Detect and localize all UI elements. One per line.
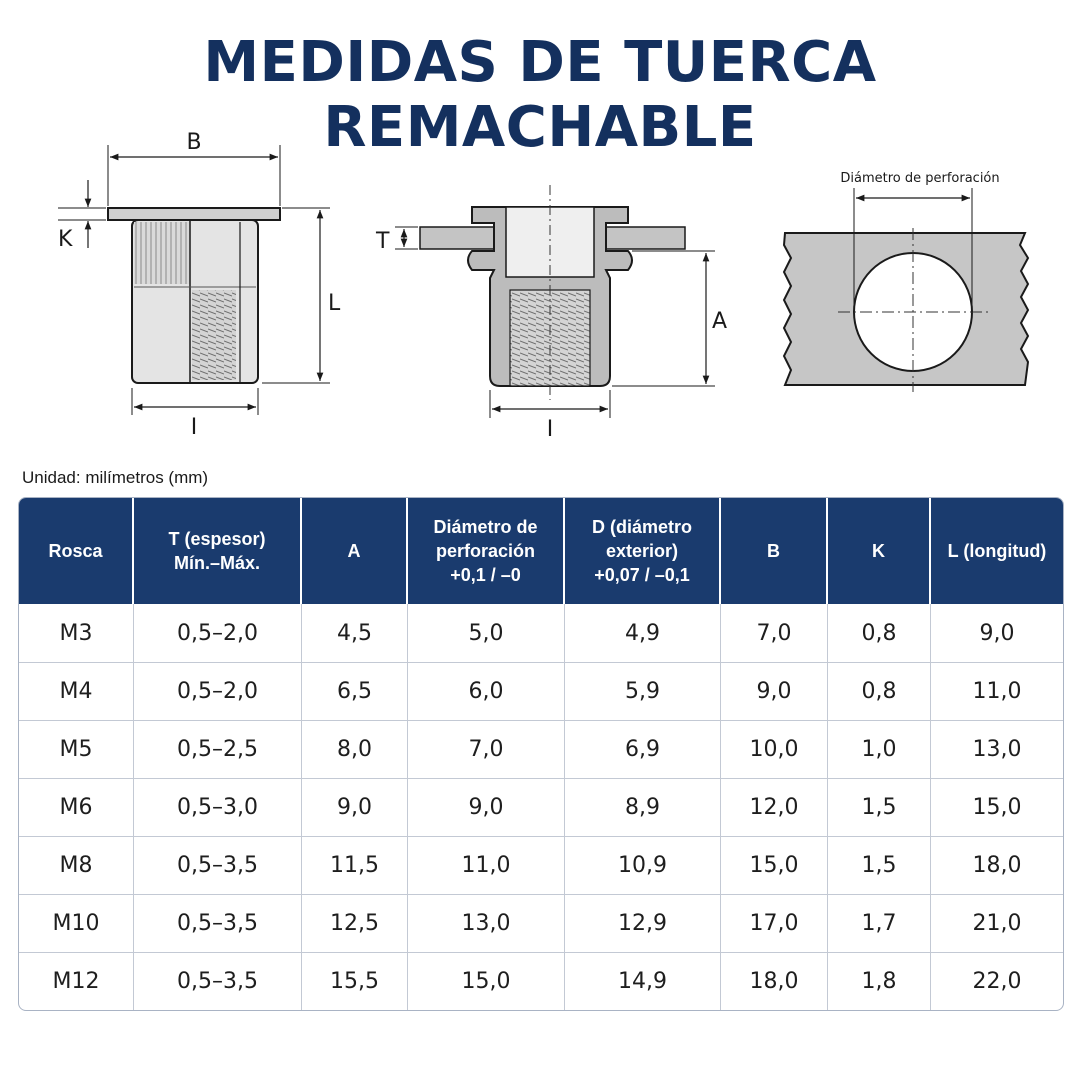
cell-d: 4,9: [565, 604, 721, 662]
cell-a: 4,5: [302, 604, 408, 662]
label-i-middle: I: [546, 417, 554, 442]
page-title: MEDIDAS DE TUERCA REMACHABLE: [203, 30, 877, 160]
cell-rosca: M10: [19, 894, 134, 952]
cell-l: 21,0: [931, 894, 1063, 952]
cell-d: 5,9: [565, 662, 721, 720]
cell-t: 0,5–3,5: [134, 836, 302, 894]
header-a: A: [302, 498, 408, 604]
cell-a: 15,5: [302, 952, 408, 1010]
cell-k: 1,8: [828, 952, 931, 1010]
cell-t: 0,5–2,0: [134, 604, 302, 662]
cell-d: 10,9: [565, 836, 721, 894]
rivet-nut-side-view: [58, 145, 330, 415]
table-row: [19, 662, 1063, 720]
label-k: K: [58, 227, 73, 252]
cell-k: 0,8: [828, 604, 931, 662]
rivet-nut-installed-section: [395, 185, 715, 418]
cell-perforacion: 9,0: [408, 778, 565, 836]
header-d-diametro-exterior: D (diámetro exterior) +0,07 / –0,1: [565, 498, 721, 604]
cell-rosca: M6: [19, 778, 134, 836]
header-t-espesor: T (espesor) Mín.–Máx.: [134, 498, 302, 604]
table-row: [19, 604, 1063, 662]
table-header-row: [19, 498, 1063, 604]
cell-l: 11,0: [931, 662, 1063, 720]
cell-b: 9,0: [721, 662, 828, 720]
cell-a: 6,5: [302, 662, 408, 720]
cell-d: 8,9: [565, 778, 721, 836]
table-row: [19, 836, 1063, 894]
cell-k: 1,7: [828, 894, 931, 952]
cell-l: 15,0: [931, 778, 1063, 836]
cell-rosca: M5: [19, 720, 134, 778]
label-a: A: [712, 309, 728, 334]
cell-b: 10,0: [721, 720, 828, 778]
header-l-longitud: L (longitud): [931, 498, 1063, 604]
cell-t: 0,5–2,0: [134, 662, 302, 720]
cell-l: 18,0: [931, 836, 1063, 894]
cell-b: 7,0: [721, 604, 828, 662]
unit-label: Unidad: milímetros (mm): [22, 468, 209, 487]
header-b: B: [721, 498, 828, 604]
cell-rosca: M3: [19, 604, 134, 662]
label-t: T: [376, 229, 390, 254]
header-diametro-perforacion: Diámetro de perforación +0,1 / –0: [408, 498, 565, 604]
cell-b: 15,0: [721, 836, 828, 894]
label-i-left: I: [190, 415, 198, 440]
cell-perforacion: 6,0: [408, 662, 565, 720]
cell-k: 1,0: [828, 720, 931, 778]
diagram-svg: [0, 130, 1080, 460]
label-hole-diameter: Diámetro de perforación: [840, 171, 1000, 186]
cell-rosca: M12: [19, 952, 134, 1010]
cell-perforacion: 15,0: [408, 952, 565, 1010]
table-row: [19, 894, 1063, 952]
cell-d: 6,9: [565, 720, 721, 778]
header-k: K: [828, 498, 931, 604]
cell-a: 11,5: [302, 836, 408, 894]
cell-a: 12,5: [302, 894, 408, 952]
cell-t: 0,5–3,0: [134, 778, 302, 836]
cell-k: 0,8: [828, 662, 931, 720]
cell-rosca: M8: [19, 836, 134, 894]
cell-a: 8,0: [302, 720, 408, 778]
cell-rosca: M4: [19, 662, 134, 720]
cell-perforacion: 7,0: [408, 720, 565, 778]
cell-l: 13,0: [931, 720, 1063, 778]
table-row: [19, 952, 1063, 1010]
label-l: L: [328, 291, 341, 316]
cell-perforacion: 5,0: [408, 604, 565, 662]
drill-hole-diagram: [784, 188, 1028, 392]
cell-t: 0,5–3,5: [134, 952, 302, 1010]
label-b: B: [186, 130, 202, 155]
header-rosca: Rosca: [19, 498, 134, 604]
cell-b: 17,0: [721, 894, 828, 952]
cell-t: 0,5–2,5: [134, 720, 302, 778]
cell-l: 22,0: [931, 952, 1063, 1010]
cell-d: 12,9: [565, 894, 721, 952]
cell-b: 18,0: [721, 952, 828, 1010]
specs-table: [18, 497, 1064, 1011]
cell-l: 9,0: [979, 620, 1015, 646]
table-row: [19, 720, 1063, 778]
cell-k: 1,5: [828, 778, 931, 836]
cell-perforacion: 13,0: [408, 894, 565, 952]
technical-diagrams: [0, 130, 1080, 460]
cell-t: 0,5–3,5: [134, 894, 302, 952]
cell-perforacion: 11,0: [408, 836, 565, 894]
table-row: [19, 778, 1063, 836]
cell-a: 9,0: [302, 778, 408, 836]
cell-k: 1,5: [828, 836, 931, 894]
cell-d: 14,9: [565, 952, 721, 1010]
cell-b: 12,0: [721, 778, 828, 836]
